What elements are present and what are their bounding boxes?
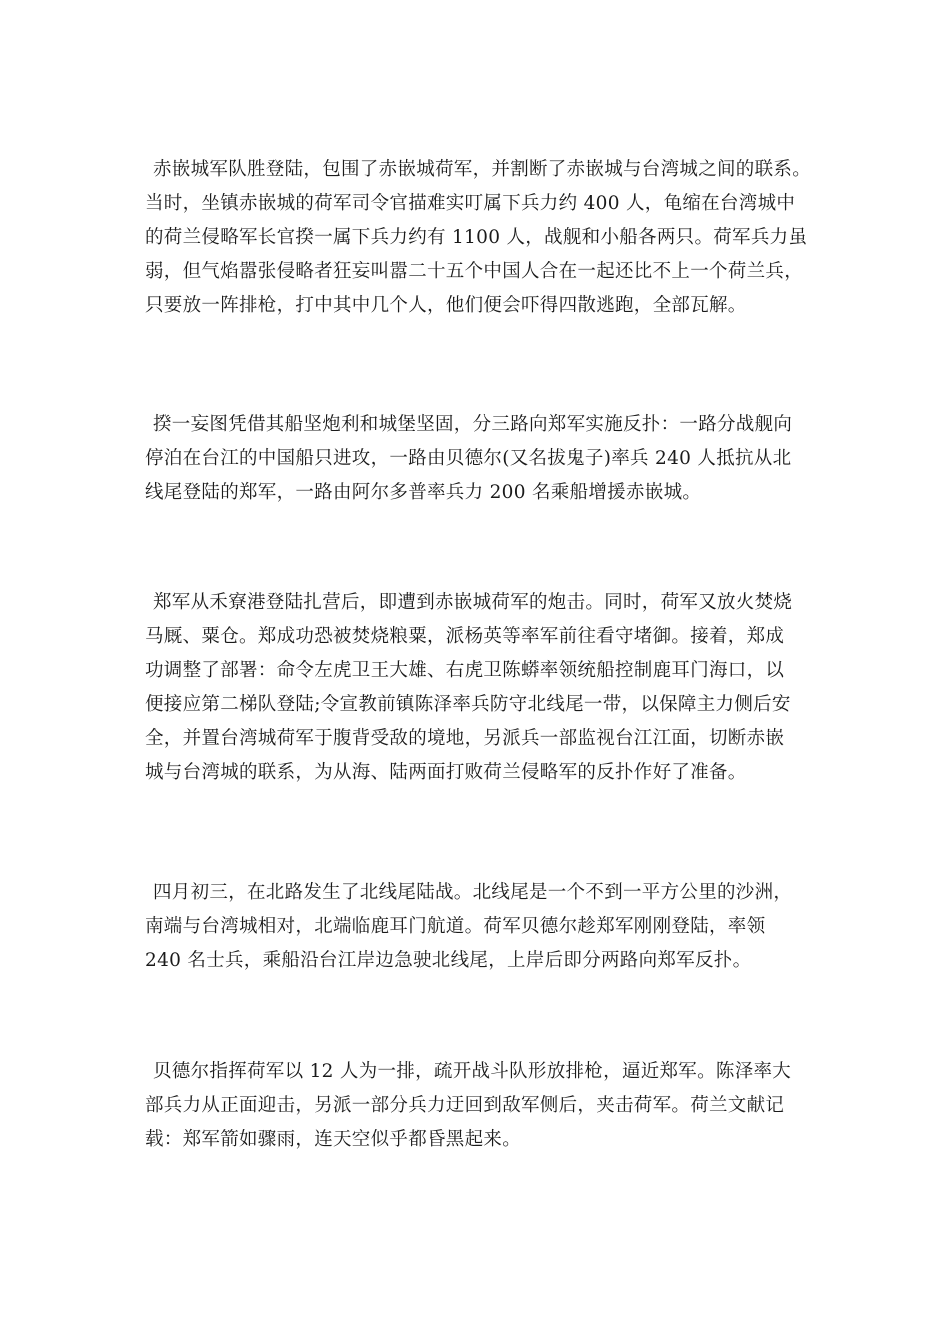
text-line: 弱，但气焰嚣张侵略者狂妄叫嚣二十五个中国人合在一起还比不上一个荷兰兵， xyxy=(145,261,804,282)
text-line: 只要放一阵排枪，打中其中几个人，他们便会吓得四散逃跑，全部瓦解。 xyxy=(145,295,747,316)
text-line: 赤嵌城军队胜登陆，包围了赤嵌城荷军，并割断了赤嵌城与台湾城之间的联系。 xyxy=(153,159,812,180)
paragraph-3 xyxy=(145,586,835,790)
text-line: 功调整了部署：命令左虎卫王大雄、右虎卫陈蟒率领统船控制鹿耳门海口，以 xyxy=(145,660,785,681)
paragraph-2 xyxy=(145,408,835,510)
paragraph-5 xyxy=(145,1055,835,1157)
text-line: 线尾登陆的郑军，一路由阿尔多普率兵力 200 名乘船增援赤嵌城。 xyxy=(145,482,702,503)
text-line: 部兵力从正面迎击，另派一部分兵力迂回到敌军侧后，夹击荷军。荷兰文献记 xyxy=(145,1095,785,1116)
text-line: 停泊在台江的中国船只进攻，一路由贝德尔(又名拔鬼子)率兵 240 人抵抗从北 xyxy=(145,448,792,469)
text-line: 的荷兰侵略军长官揆一属下兵力约有 1100 人，战舰和小船各两只。荷军兵力虽 xyxy=(145,227,808,248)
paragraph-1 xyxy=(145,153,835,323)
text-line: 240 名士兵，乘船沿台江岸边急驶北线尾，上岸后即分两路向郑军反扑。 xyxy=(145,950,752,971)
text-line: 郑军从禾寮港登陆扎营后，即遭到赤嵌城荷军的炮击。同时，荷军又放火焚烧 xyxy=(153,592,793,613)
text-line: 贝德尔指挥荷军以 12 人为一排，疏开战斗队形放排枪，逼近郑军。陈泽率大 xyxy=(153,1061,792,1082)
text-line: 载：郑军箭如骤雨，连天空似乎都昏黑起来。 xyxy=(145,1129,522,1150)
text-line: 城与台湾城的联系，为从海、陆两面打败荷兰侵略军的反扑作好了准备。 xyxy=(145,762,747,783)
text-line: 全，并置台湾城荷军于腹背受敌的境地，另派兵一部监视台江江面，切断赤嵌 xyxy=(145,728,785,749)
paragraph-4 xyxy=(145,876,835,978)
text-line: 便接应第二梯队登陆;令宣教前镇陈泽率兵防守北线尾一带，以保障主力侧后安 xyxy=(145,694,791,715)
text-line: 四月初三，在北路发生了北线尾陆战。北线尾是一个不到一平方公里的沙洲， xyxy=(153,882,793,903)
text-line: 当时，坐镇赤嵌城的荷军司令官描难实叮属下兵力约 400 人，龟缩在台湾城中 xyxy=(145,193,796,214)
text-line: 南端与台湾城相对，北端临鹿耳门航道。荷军贝德尔趁郑军刚刚登陆，率领 xyxy=(145,916,766,937)
text-line: 马厩、粟仓。郑成功恐被焚烧粮粟，派杨英等率军前往看守堵御。接着，郑成 xyxy=(145,626,785,647)
text-line: 揆一妄图凭借其船坚炮利和城堡坚固，分三路向郑军实施反扑：一路分战舰向 xyxy=(153,414,793,435)
